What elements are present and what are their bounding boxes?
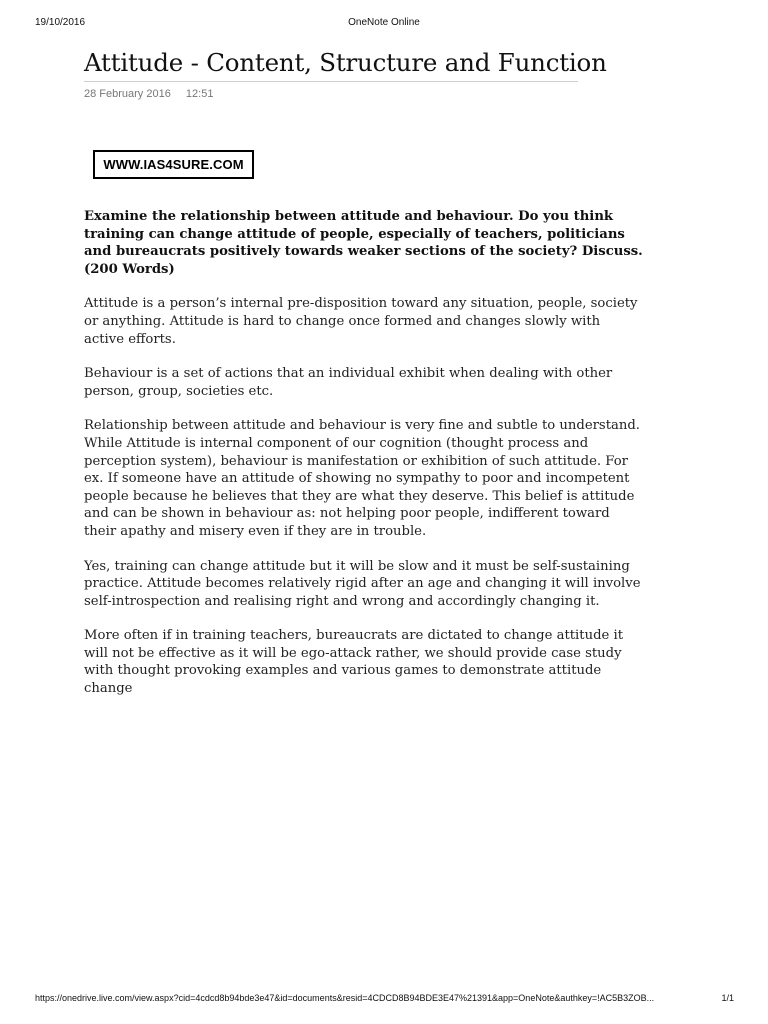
print-title: OneNote Online xyxy=(348,17,420,28)
page-number: 1/1 xyxy=(721,993,734,1003)
page-meta xyxy=(84,88,213,100)
question-text: Examine the relationship between attitude and behaviour. Do you think training can change attitude of people, especially of teachers, politicians and bureaucrats positively towards weaker sections of the society? Discuss. (200 Words) xyxy=(84,209,643,277)
note-content xyxy=(84,208,644,715)
paragraph: Behaviour is a set of actions that an individual exhibit when dealing with other person, group, societies etc. xyxy=(84,366,613,399)
title-divider xyxy=(84,81,578,82)
print-header xyxy=(0,17,768,31)
paragraph: Relationship between attitude and behaviour is very fine and subtle to understand. While Attitude is internal component of our cognition (thought process and perception system), behaviour is manifestation or exhibition of such attitude. For ex. If someone have an attitude of showing no sympathy to poor and incompetent people because he believes that they are what they deserve. This belief is attitude and can be shown in behaviour as: not helping poor people, indifferent toward their apathy and misery even if they are in trouble. xyxy=(84,418,640,539)
paragraph: Yes, training can change attitude but it will be slow and it must be self-sustaining practice. Attitude becomes relatively rigid after an age and changing it will involve self-introspection and realising right and wrong and accordingly changing it. xyxy=(84,558,641,609)
page-title: Attitude - Content, Structure and Function xyxy=(84,48,607,77)
page-time: 12:51 xyxy=(185,88,214,100)
paragraph: Attitude is a person’s internal pre-disposition toward any situation, people, society or anything. Attitude is hard to change once formed and changes slowly with active efforts. xyxy=(84,296,638,347)
site-logo-box xyxy=(93,150,254,179)
site-logo-text: WWW.IAS4SURE.COM xyxy=(103,157,244,172)
footer-url[interactable]: https://onedrive.live.com/view.aspx?cid=4cdcd8b94bde3e47&id=documents&resid=4CDCD8B94BDE3E47%21391&app=OneNote&authkey=!AC5B3ZOB... xyxy=(35,993,655,1003)
page-date: 28 February 2016 xyxy=(84,88,171,100)
print-footer xyxy=(0,993,768,1007)
print-date: 19/10/2016 xyxy=(35,17,86,28)
paragraph: More often if in training teachers, bureaucrats are dictated to change attitude it will not be effective as it will be ego-attack rather, we should provide case study with thought provoking examples and various games to demonstrate attitude change xyxy=(84,628,624,697)
